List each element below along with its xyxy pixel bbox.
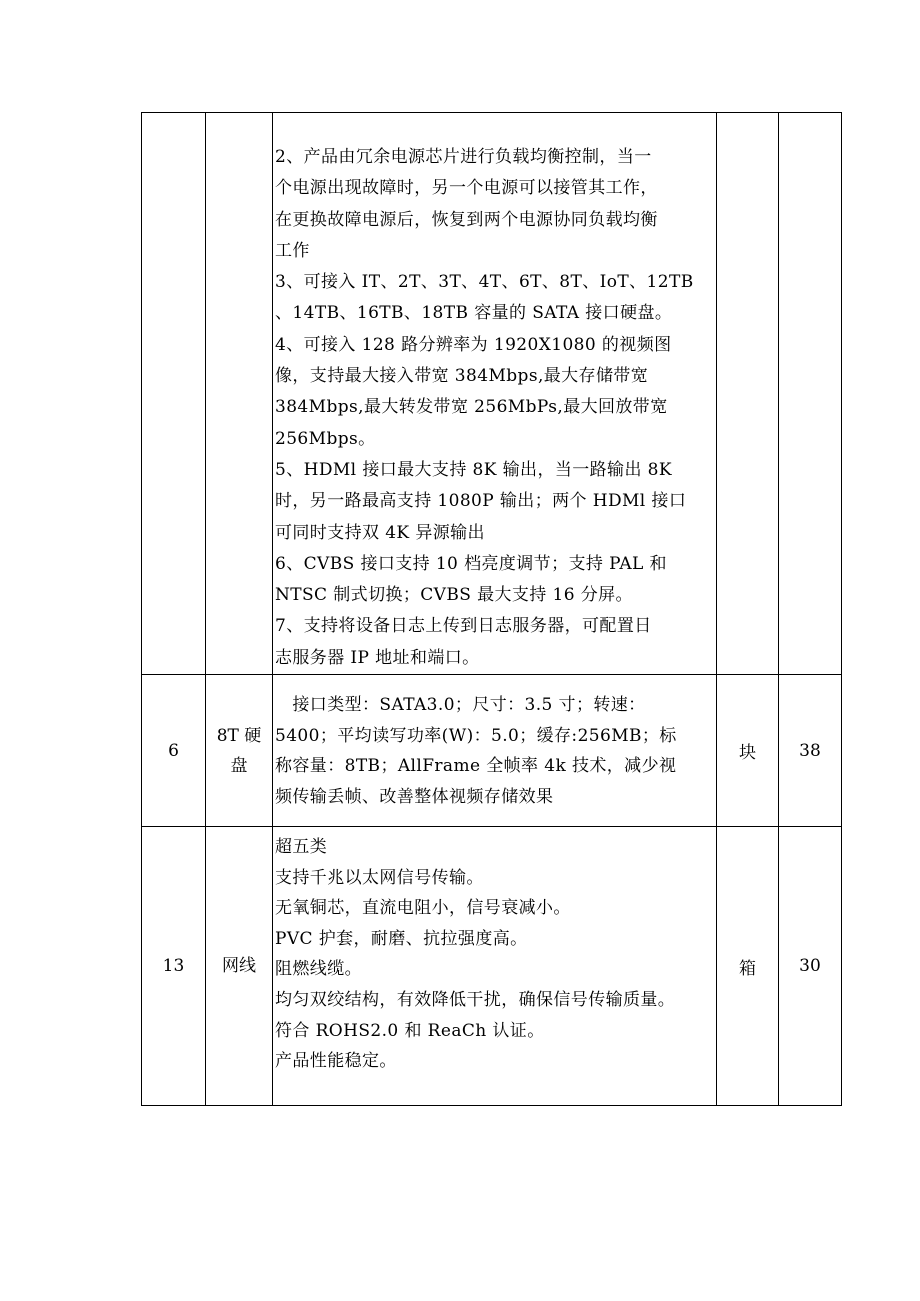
- spec-description-cell: [273, 113, 717, 675]
- product-name-cell: [206, 675, 273, 827]
- desc-line: 可同时支持双 4K 异源输出: [275, 522, 485, 543]
- spec-description-cell: [273, 827, 717, 1106]
- row-number-cell: 13: [142, 827, 206, 1106]
- desc-line: 均匀双绞结构，有效降低干扰，确保信号传输质量。: [275, 990, 676, 1011]
- table-row: [142, 113, 842, 675]
- desc-line: 256Mbps。: [275, 428, 376, 449]
- unit-cell: 块: [717, 675, 779, 827]
- quantity-cell: 38: [779, 675, 842, 827]
- desc-line: 无氧铜芯，直流电阻小，信号衰减小。: [275, 898, 571, 919]
- desc-line: 超五类: [275, 837, 328, 858]
- desc-line: 5400；平均读写功率(W)：5.0；缓存:256MB；标: [275, 725, 677, 746]
- spec-description-cell: [273, 675, 717, 827]
- product-name-line: 网线: [222, 956, 256, 977]
- desc-line: 称容量：8TB；AllFrame 全帧率 4k 技术，减少视: [275, 756, 677, 777]
- quantity-cell: 30: [779, 827, 842, 1106]
- unit-cell: [717, 113, 779, 675]
- desc-line: 阻燃线缆。: [275, 959, 362, 980]
- desc-line: 2、产品由冗余电源芯片进行负载均衡控制，当一: [275, 147, 652, 167]
- desc-line: 3、可接入 IT、2T、3T、4T、6T、8T、IoT、12TB: [275, 272, 694, 293]
- product-name-cell: [206, 827, 273, 1106]
- desc-line: 4、可接入 128 路分辨率为 1920X1080 的视频图: [275, 334, 672, 355]
- desc-line: 接口类型：SATA3.0；尺寸：3.5 寸；转速：: [275, 695, 646, 716]
- quantity-cell: [779, 113, 842, 675]
- desc-line: 个电源出现故障时，另一个电源可以接管其工作，: [275, 178, 658, 199]
- desc-line: 在更换故障电源后，恢复到两个电源协同负载均衡: [275, 209, 658, 230]
- desc-line: 时，另一路最高支持 1080P 输出；两个 HDMl 接口: [275, 491, 687, 512]
- desc-line: 384Mbps,最大转发带宽 256MbPs,最大回放带宽: [275, 397, 668, 418]
- desc-line: 支持千兆以太网信号传输。: [275, 867, 484, 888]
- desc-line: 、14TB、16TB、18TB 容量的 SATA 接口硬盘。: [275, 303, 673, 324]
- desc-line: 7、支持将设备日志上传到日志服务器，可配置日: [275, 616, 652, 637]
- desc-line: 志服务器 IP 地址和端口。: [275, 647, 480, 668]
- product-name-line: 盘: [230, 755, 248, 776]
- desc-line: 6、CVBS 接口支持 10 档亮度调节；支持 PAL 和: [275, 553, 667, 574]
- table-row: [142, 675, 842, 827]
- desc-line: 5、HDMl 接口最大支持 8K 输出，当一路输出 8K: [275, 459, 672, 480]
- desc-line: PVC 护套，耐磨、抗拉强度高。: [275, 928, 528, 949]
- desc-line: 符合 ROHS2.0 和 ReaCh 认证。: [275, 1020, 545, 1041]
- desc-line: 频传输丢帧、改善整体视频存储效果: [275, 786, 554, 807]
- desc-line: NTSC 制式切换；CVBS 最大支持 16 分屏。: [275, 585, 633, 606]
- row-number-cell: [142, 113, 206, 675]
- desc-line: 工作: [275, 240, 310, 261]
- spec-table: [141, 112, 842, 1106]
- desc-line: 产品性能稳定。: [275, 1051, 397, 1072]
- table-row: [142, 827, 842, 1106]
- desc-line: 像，支持最大接入带宽 384Mbps,最大存储带宽: [275, 366, 649, 387]
- product-name-cell: [206, 113, 273, 675]
- row-number-cell: 6: [142, 675, 206, 827]
- product-name-line: 8T 硬: [216, 725, 262, 746]
- unit-cell: 箱: [717, 827, 779, 1106]
